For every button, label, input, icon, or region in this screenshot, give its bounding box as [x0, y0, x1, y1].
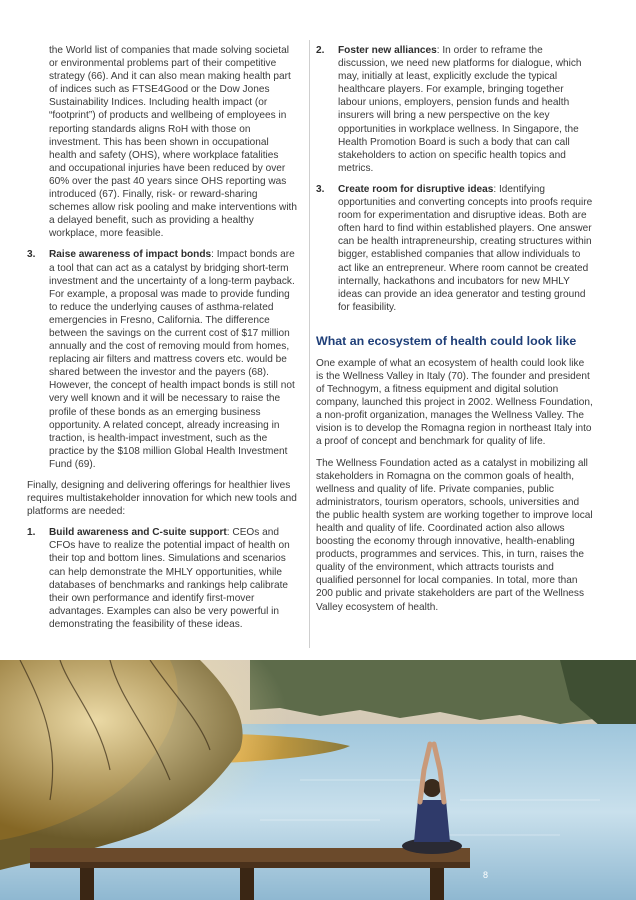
wellness-valley-paragraph-2: The Wellness Foundation acted as a catalyst in mobilizing all stakeholders in Romagna on the common goals of health, wellness and quality of life. Private companies, public administrators, tourism operators, schools, universities and the public health system are working together to improve local health and quality of life. Coordinated action also allows boosting the economy through innovative, health-enabling products, programmes and services. This, in turn, raises the quality of the environment, which attracts tourists and qualified personnel for local companies. In total, more than 200 public and private stakeholders are part of the Wellness Valley ecosystem of health.	[316, 457, 593, 613]
list-item-text: : Identifying opportunities and converting concepts into proofs require room for experimentation and disruptive ideas. Both are often hard to find within established players. One answer can be health intrapreneurship, creating structures within bigger, established companies that allow individuals to act like an entrepreneur. Where room cannot be created internally, hackathons and incubators for new MHLY ideas can provide an idea generator and testing ground for feasibility.	[338, 183, 593, 313]
page-number: 8	[482, 870, 488, 880]
lake-yoga-photo	[0, 660, 636, 900]
column-divider	[309, 40, 310, 648]
list-item-lead: Build awareness and C-suite support	[49, 527, 227, 539]
intro-continued-paragraph: the World list of companies that made solving societal or environmental problems part of their competitive strategy (66). And it can also mean making health part of indices such as FTSE4Good or the Dow Jones Sustainability Indices. Including health impact (or “footprint”) of products and wellbeing of employees in reporting standards aligns RoH with those on investment. This has been shown in occupational health and safety (OHS), where workplace fatalities and occupational injuries have been reduced by over 60% over the past 40 years since OHS reporting was introduced (67). Finally, risk- or reward-sharing schemes allow risk pooling and make interventions with a delayed benefit, such as providing a healthy workplace, more feasible.	[49, 45, 297, 240]
sun-glow	[0, 660, 320, 860]
list-item-disruptive-ideas	[316, 183, 594, 314]
left-column	[27, 44, 298, 639]
lake-yoga-illustration	[0, 660, 636, 900]
list-item-text: : Impact bonds are a tool that can act as a catalyst by bridging short-term investment and the uncertainty of a long-term payback. For example, a proposal was made to provide funding to reduce the underlying causes of asthma-related emergencies in Fresno, California. The difference between the savings on the current cost of $17 million annually and the cost of removing mould from homes, replacing air filters and mattress covers etc. would be shared between the investor and the payers (68). However, the concept of health impact bonds is still not very well known and it will be necessary to raise the profile of these bonds as an emerging business opportunity. A related concept, already increasing in traction, is health-impact investment, such as the practice by the $108 million Global Health Investment Fund (69).	[49, 249, 295, 470]
list-number: 2.	[316, 45, 325, 56]
dock-edge	[30, 862, 470, 868]
list-item-foster-alliances	[316, 44, 594, 175]
section-heading: What an ecosystem of health could look like	[316, 333, 577, 348]
list-item-build-awareness	[27, 526, 298, 631]
dock-post	[80, 868, 94, 900]
list-item-lead: Raise awareness of impact bonds	[49, 249, 212, 261]
wooden-dock	[30, 848, 470, 862]
list-number: 3.	[27, 249, 36, 261]
list-item-raise-awareness	[27, 248, 298, 471]
list-item-text: : CEOs and CFOs have to realize the potential impact of health on their top and bottom lines. Simulations and scenarios can help demonstrate the MHLY opportunities, while databases of benchmarks and rankings help calibrate their own performance and identify first-mover advantages. Examples can also be very powerful in demonstrating the feasibility of these ideas.	[49, 527, 290, 630]
right-column	[316, 44, 594, 622]
closing-paragraph: Finally, designing and delivering offerings for healthier lives requires multistakeholder innovation for which new tools and platforms are needed:	[27, 480, 297, 518]
list-number: 3.	[316, 183, 325, 195]
list-item-lead: Create room for disruptive ideas	[338, 183, 494, 195]
dock-post	[240, 868, 254, 900]
list-item-text: : In order to reframe the discussion, we need new platforms for dialogue, which may, initially at least, explicitly exclude the typical healthcare players. For example, bringing together labour unions, employers, pension funds and health insurers will bring a new perspective on the key opportunities in workplace wellness. In Singapore, the Health Promotion Board is such a body that can call stakeholders to action on specific health topics and metrics.	[338, 45, 582, 174]
dock-post	[430, 868, 444, 900]
wellness-valley-paragraph-1: One example of what an ecosystem of health could look like is the Wellness Valley in Italy (70). The founder and president of Technogym, a fitness equipment and digital solution company, launched this project in 2002. Wellness Foundation, a non-profit organization, manages the Wellness Valley. The vision is to develop the Romagna region in northeast Italy into a proof of concept and benchmark for quality of life.	[316, 357, 593, 448]
list-item-lead: Foster new alliances	[338, 45, 437, 56]
list-number: 1.	[27, 527, 36, 539]
